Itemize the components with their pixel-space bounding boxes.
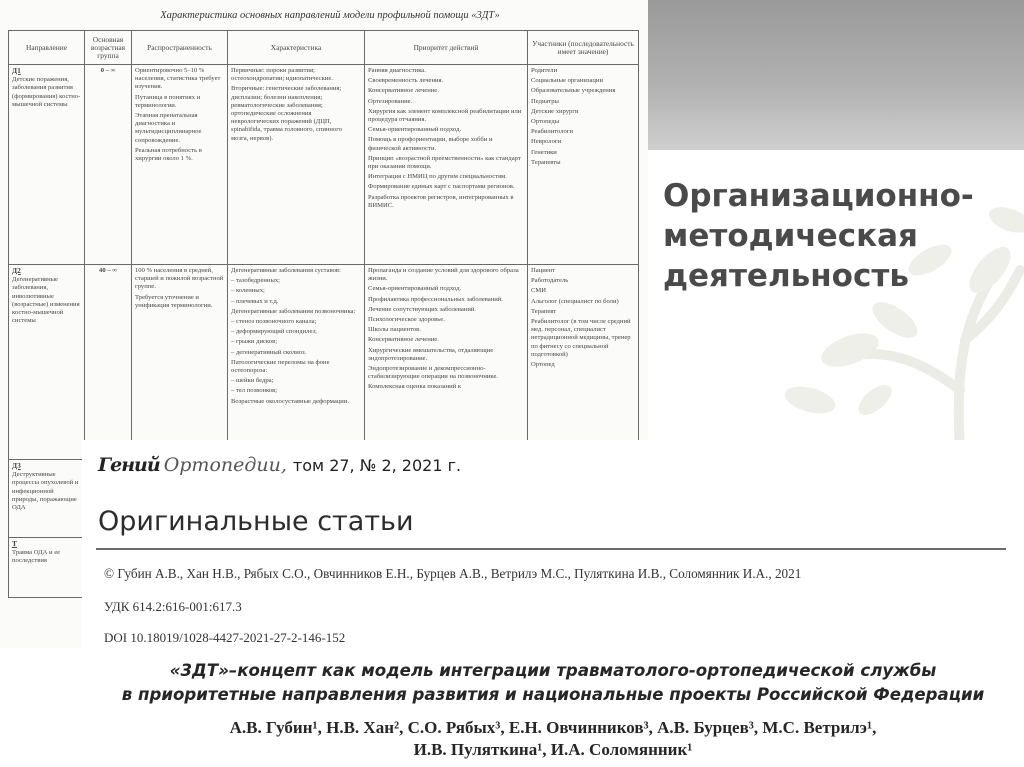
list-item: – деформирующий спондилез;	[231, 328, 317, 336]
list-item: Профилактика профессиональных заболеваний.	[368, 295, 503, 303]
list-item: Требуется уточнение и унификация терминологии.	[135, 293, 213, 309]
header-prevalence: Распространенность	[132, 31, 228, 65]
list-item: Педиатры	[531, 97, 559, 105]
cell-participants	[528, 265, 639, 460]
journal-logo-subtitle: Ортопедии,	[163, 454, 287, 476]
list-item: Ранняя диагностика.	[368, 67, 426, 74]
list-item: Реальная потребность в хирургии около 1 %.	[135, 146, 202, 163]
list-item: Этапная пренатальная диагностика и мультидисциплинарное сопровождение.	[135, 112, 202, 144]
list-item: Неврологи	[531, 138, 562, 146]
list-item: Возрастные околосуставные деформации.	[231, 397, 350, 405]
list-item: Работодатель	[531, 277, 569, 285]
authors-line-1: А.В. Губин¹, Н.В. Хан², С.О. Рябых³, Е.Н. Овчинников³, А.В. Бурцев³, М.С. Ветрилэ¹,	[229, 718, 877, 737]
header-priority: Приоритет действий	[365, 31, 528, 65]
list-item: Ортопед	[531, 361, 555, 369]
list-item: Генетики	[531, 148, 557, 156]
list-item: Вторичные: генетические заболевания; дисплазии; болезни накопления; ревматологические заболевания; ортопедические осложнения неврологических поражений (ДЦП, spinabifida, травма головного, спинного мозга, нервов).	[231, 85, 343, 142]
list-item: Разработка проектов регистров, интегрированных в ВИМИС.	[368, 193, 514, 209]
cell-priority	[365, 65, 528, 265]
journal-page-image	[82, 440, 1024, 767]
slide-title-line-1: Организационно-	[663, 178, 974, 214]
direction-text: Детские поражения, заболевания развития (формирования) костно-мышечной системы	[12, 76, 81, 108]
list-item: Патологические переломы на фоне остеопороза:	[231, 358, 330, 375]
journal-issue: том 27, № 2, 2021 г.	[292, 456, 462, 475]
list-item: Интеграция с НМИЦ по другим специальностям.	[368, 173, 507, 181]
slide-title-line-2: методическая	[663, 218, 918, 254]
list-item: – стеноз позвоночного канала;	[231, 318, 317, 326]
list-item: Ориентировочно 5–10 % населения, статистика требует изучения.	[135, 67, 221, 91]
list-item: – дегенеративный сколиоз.	[231, 348, 307, 356]
list-item: Альголог (специалист по боли)	[531, 297, 619, 305]
header-characteristic: Характеристика	[228, 31, 365, 65]
list-item: Консервативное лечение.	[368, 336, 439, 344]
list-item: Хирургические вмешательства, отдаляющие эндопротезирование.	[368, 346, 494, 362]
list-item: Принцип «возрастной преемственности» как стандарт при оказании помощи.	[368, 154, 521, 171]
list-item: Дегенеративные заболевания позвоночника:	[231, 307, 356, 315]
list-item: Путаница в понятиях и терминологии.	[135, 93, 201, 109]
cell-participants	[528, 65, 639, 265]
list-item: Ортопеды	[531, 118, 560, 126]
cell-prevalence	[132, 65, 228, 265]
cell-direction	[9, 265, 85, 460]
header-direction: Направление	[9, 31, 85, 65]
header-participants: Участники (последовательность имеет значение)	[528, 31, 639, 65]
list-item: Комплексная оценка показаний к	[368, 383, 462, 391]
journal-header	[98, 454, 461, 476]
direction-text: Травма ОДА и ее последствия	[12, 549, 61, 565]
list-item: – плечевых и т.д.	[231, 297, 279, 305]
list-item: Формирование единых карт с паспортами регионов.	[368, 183, 515, 191]
list-item: СМИ	[531, 287, 547, 295]
article-authors	[82, 717, 1024, 761]
article-title	[82, 659, 1024, 707]
direction-code: Д2	[12, 266, 21, 275]
list-item: Психологическое здоровье.	[368, 316, 445, 324]
list-item: Реабилитологи	[531, 128, 574, 136]
list-item: Пациент	[531, 267, 556, 274]
cell-direction	[9, 538, 85, 598]
cell-direction	[9, 460, 85, 538]
section-divider	[96, 548, 1006, 550]
direction-code: Д3	[12, 461, 21, 470]
article-title-line-1: «3ДТ»–концепт как модель интеграции травматолого-ортопедической службы	[169, 661, 937, 680]
list-item: – грыжи дисков;	[231, 338, 278, 346]
list-item: Эндопротезирование и декомпрессионно-стабилизирующие операции на позвоночнике.	[368, 365, 499, 381]
list-item: – шейки бедра;	[231, 377, 274, 385]
cell-age: 0 – ∞	[85, 65, 132, 265]
doi-line: DOI 10.18019/1028-4427-2021-27-2-146-152	[104, 630, 346, 645]
section-title: Оригинальные статьи	[98, 506, 414, 537]
list-item: – тазобедренных;	[231, 277, 280, 285]
cell-priority	[365, 265, 528, 460]
list-item: Первичные: пороки развития; остеохондропатии; идиопатические.	[231, 67, 333, 83]
list-item: Родители	[531, 67, 558, 74]
list-item: Своевременность лечения.	[368, 77, 444, 85]
slide-title	[663, 176, 1013, 296]
copyright-line: © Губин А.В., Хан Н.В., Рябых С.О., Овчинников Е.Н., Бурцев А.В., Ветрилэ М.С., Пуляткина И.В., Соломянник И.А., 2021	[104, 566, 802, 581]
table-row-d1	[9, 65, 639, 265]
direction-text: Деструктивные процессы опухолевой и инфекционной природы, поражающие ОДА	[12, 471, 79, 512]
direction-code: Д1	[12, 66, 21, 75]
list-item: Детские хирурги	[531, 107, 579, 115]
list-item: Семья-ориентированный подход.	[368, 126, 462, 134]
header-age-group: Основная возрастная группа	[85, 31, 132, 65]
authors-line-2: И.В. Пуляткина¹, И.А. Соломянник¹	[413, 740, 693, 759]
list-item: Пропаганда и создание условий для здорового образа жизни.	[368, 267, 519, 283]
udc-line: УДК 614.2:616-001:617.3	[104, 599, 242, 614]
cell-prevalence	[132, 265, 228, 460]
list-item: Дегенеративные заболевания суставов:	[231, 267, 341, 274]
list-item: Помощь в профориентации, выборе хобби и физической активности.	[368, 136, 493, 152]
list-item: Ортезирование.	[368, 97, 413, 105]
table-header-row	[9, 31, 639, 65]
cell-direction	[9, 65, 85, 265]
list-item: Хирургия как элемент комплексной реабилитации или процедура отчаяния.	[368, 107, 522, 124]
list-item: – коленных;	[231, 287, 265, 295]
list-item: – тел позвонков;	[231, 387, 278, 395]
list-item: Терапевты	[531, 158, 561, 166]
cell-age: 40 – ∞	[85, 265, 132, 460]
list-item: Консервативное лечение.	[368, 87, 439, 95]
direction-text: Дегенеративные заболевания, инволютивные (возрастные) изменения костно-мышечной системы	[12, 276, 80, 325]
list-item: Терапевт	[531, 307, 557, 315]
list-item: Реабилитолог (в том числе средний мед. персонал, специалист нетрадиционной медицины, тренер по фитнесу со специальной подготовкой)	[531, 318, 631, 358]
list-item: Образовательные учреждения	[531, 87, 616, 95]
list-item: Школы пациентов.	[368, 326, 421, 334]
cell-characteristic	[228, 65, 365, 265]
list-item: Лечение сопутствующих заболеваний.	[368, 305, 477, 313]
cell-characteristic	[228, 265, 365, 460]
article-title-line-2: в приоритетные направления развития и национальные проекты Российской Федерации	[121, 685, 985, 704]
table-row-d2	[9, 265, 639, 460]
direction-code: Т	[12, 539, 17, 548]
table-caption: Характеристика основных направлений модели профильной помощи «3ДТ»	[160, 10, 500, 21]
decorative-gray-band	[640, 0, 1024, 150]
list-item: Социальные организации	[531, 77, 603, 85]
list-item: Семья-ориентированный подход.	[368, 285, 462, 293]
journal-logo: Гений	[98, 454, 160, 476]
slide-title-line-3: деятельность	[663, 258, 909, 294]
list-item: 100 % населения в средней, старшей и пожилой возрастной группе.	[135, 267, 224, 291]
